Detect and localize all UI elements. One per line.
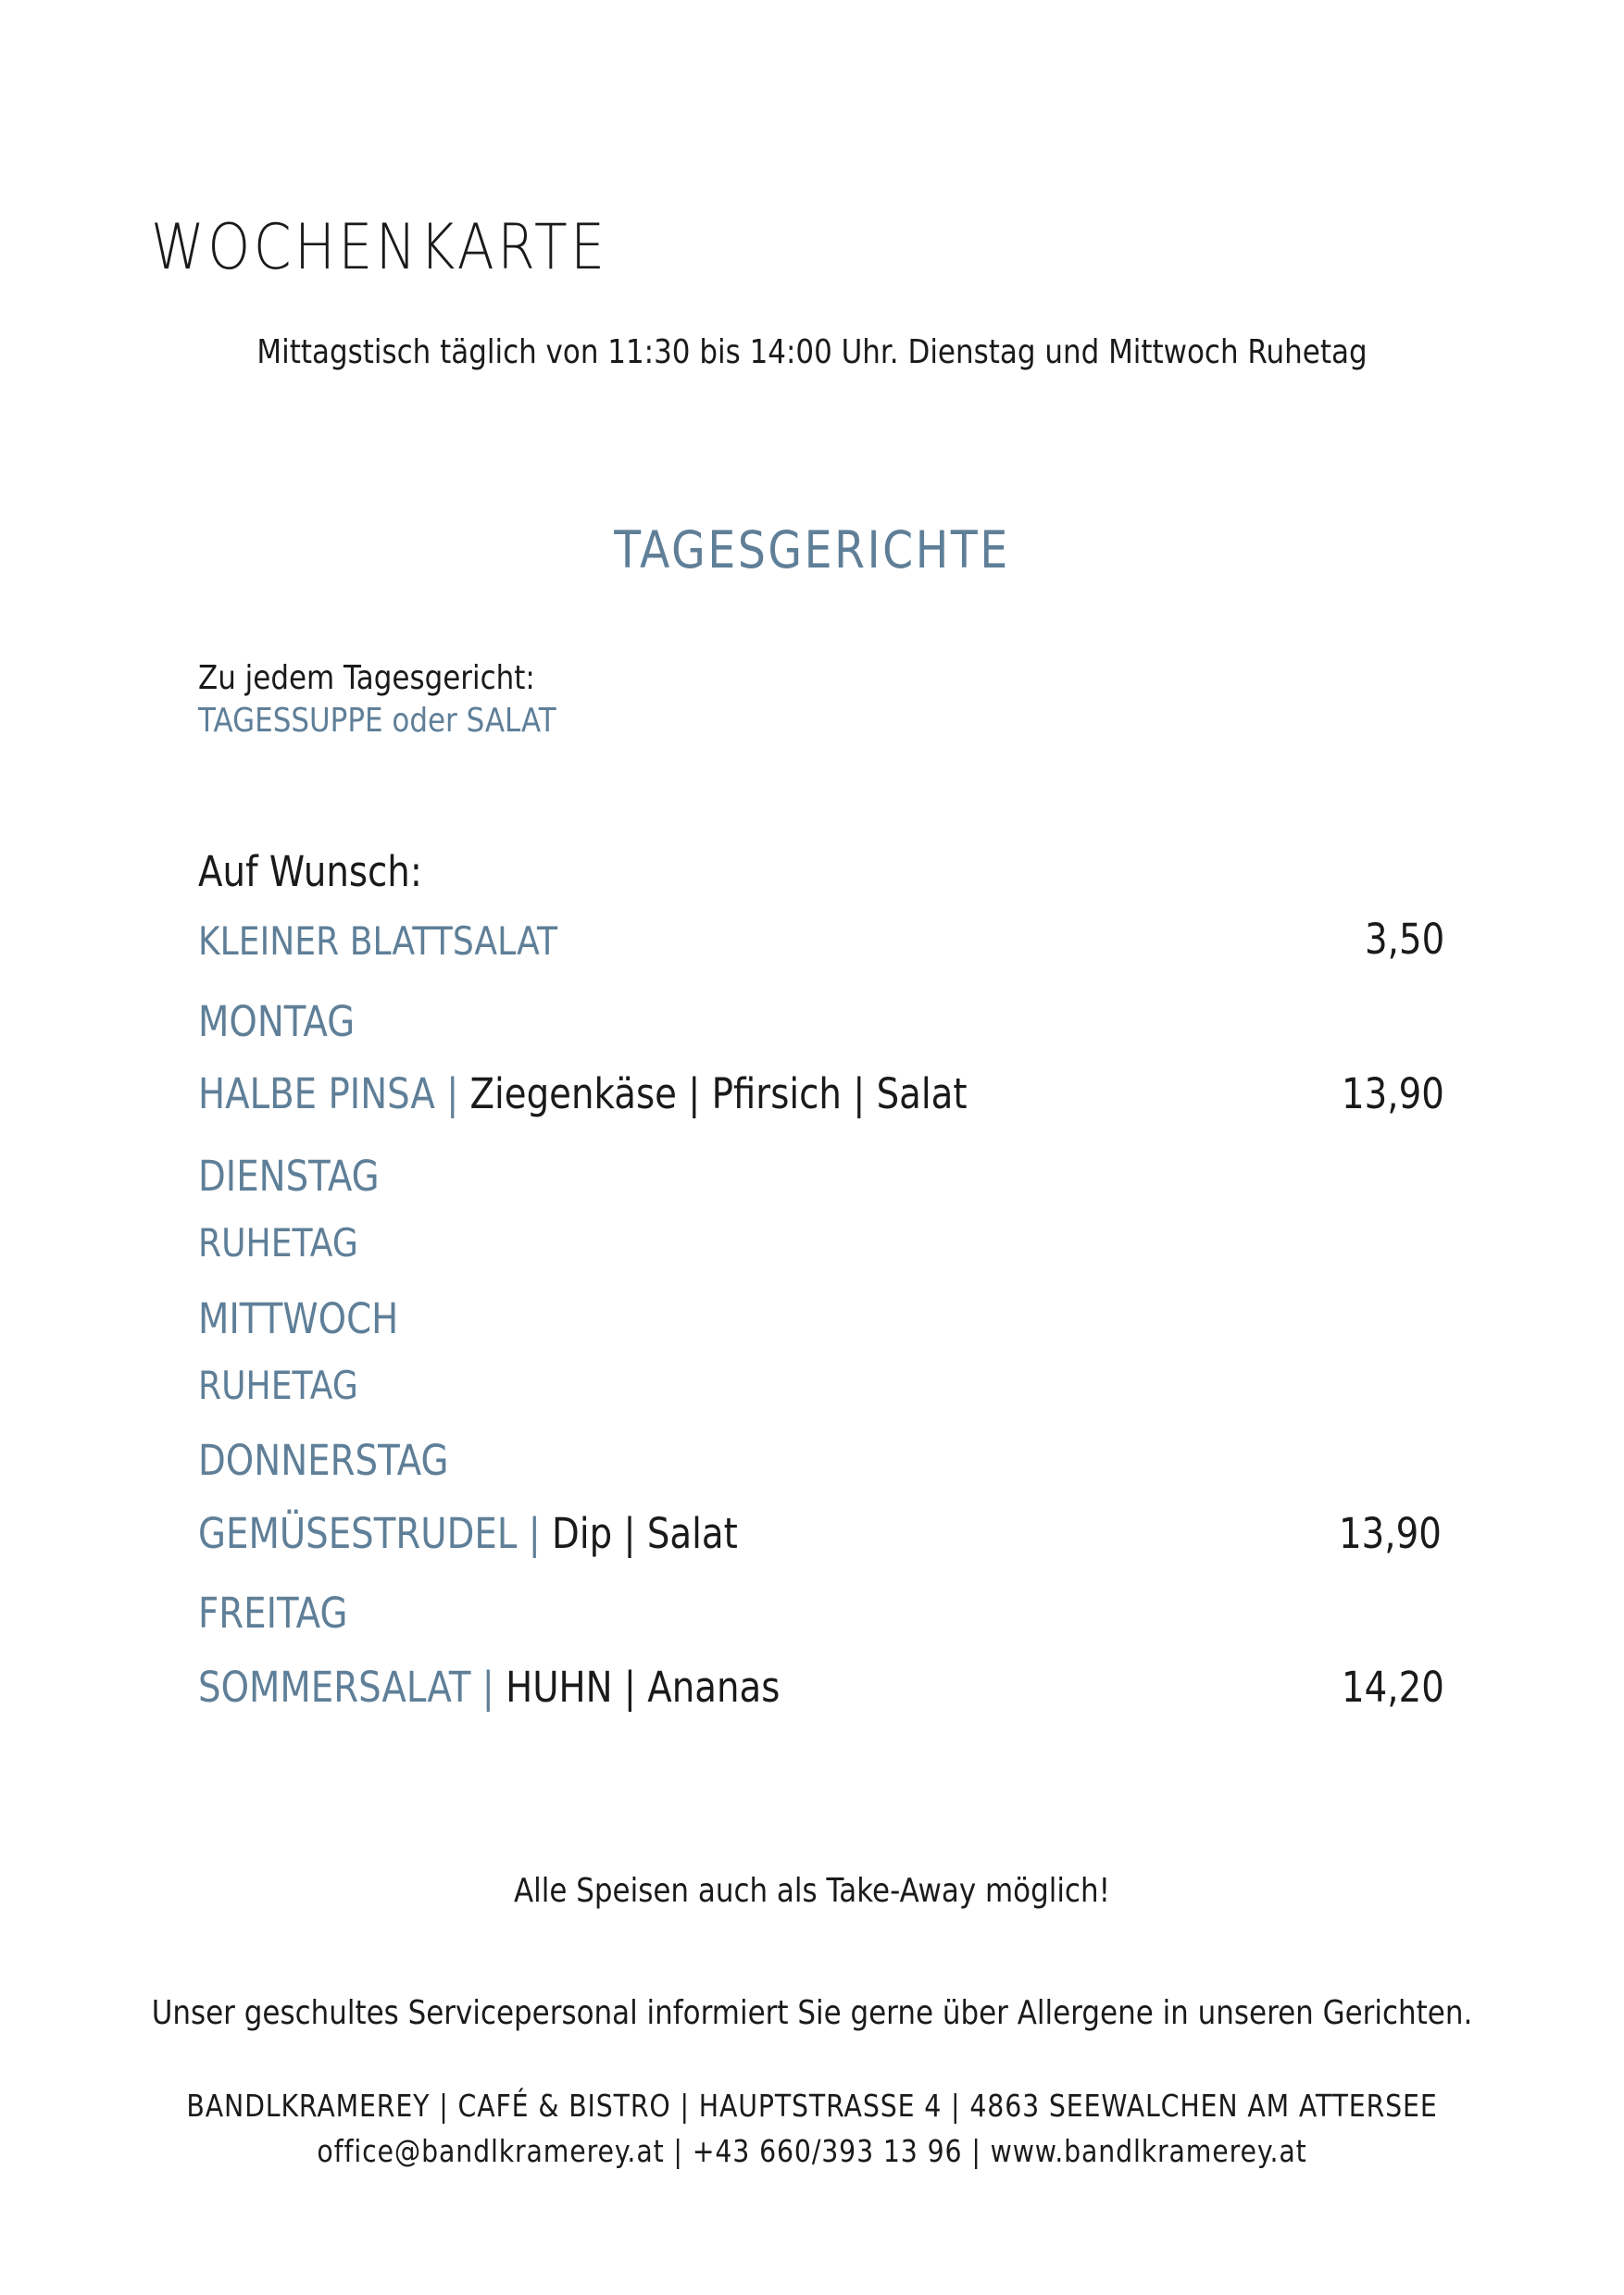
day-tuesday: DIENSTAG xyxy=(198,1152,380,1201)
takeaway-note: Alle Speisen auch als Take-Away möglich! xyxy=(513,1872,1111,1910)
dish-monday xyxy=(198,1069,968,1118)
page-title: WOCHENKARTE xyxy=(151,211,608,284)
dish-thursday xyxy=(198,1509,738,1558)
dish-friday xyxy=(198,1663,780,1712)
wish-label: Auf Wunsch: xyxy=(198,847,422,896)
closed-wednesday: RUHETAG xyxy=(198,1363,358,1408)
price-thursday: 13,90 xyxy=(1339,1509,1442,1558)
extra-item-name: KLEINER BLATTSALAT xyxy=(198,918,558,964)
extra-item-price: 3,50 xyxy=(1364,915,1444,964)
intro-label: Zu jedem Tagesgericht: xyxy=(198,659,535,697)
section-title: TAGESGERICHTE xyxy=(614,520,1010,580)
opening-hours: Mittagstisch täglich von 11:30 bis 14:00 Uhr. Dienstag und Mittwoch Ruhetag xyxy=(256,333,1368,371)
dish-thursday-rest: Dip | Salat xyxy=(540,1509,738,1558)
day-thursday: DONNERSTAG xyxy=(198,1436,449,1485)
day-monday: MONTAG xyxy=(198,997,356,1046)
dish-friday-main: SOMMERSALAT | xyxy=(198,1663,494,1712)
dish-friday-rest: HUHN | Ananas xyxy=(493,1663,781,1712)
allergen-note: Unser geschultes Servicepersonal informiert Sie gerne über Allergene in unseren Gerichten. xyxy=(151,1994,1473,2032)
day-friday: FREITAG xyxy=(198,1589,348,1638)
footer-contact: office@bandlkramerey.at | +43 660/393 13 96 | www.bandlkramerey.at xyxy=(317,2133,1307,2169)
footer-address: BANDLKRAMEREY | CAFÉ & BISTRO | HAUPTSTRASSE 4 | 4863 SEEWALCHEN AM ATTERSEE xyxy=(186,2088,1438,2124)
closed-tuesday: RUHETAG xyxy=(198,1220,358,1266)
price-monday: 13,90 xyxy=(1342,1069,1444,1118)
intro-value: TAGESSUPPE oder SALAT xyxy=(198,702,556,740)
dish-monday-main: HALBE PINSA | xyxy=(198,1069,459,1118)
price-friday: 14,20 xyxy=(1342,1663,1444,1712)
dish-monday-rest: Ziegenkäse | Pfirsich | Salat xyxy=(458,1069,968,1118)
dish-thursday-main: GEMÜSESTRUDEL | xyxy=(198,1509,541,1558)
day-wednesday: MITTWOCH xyxy=(198,1294,399,1343)
